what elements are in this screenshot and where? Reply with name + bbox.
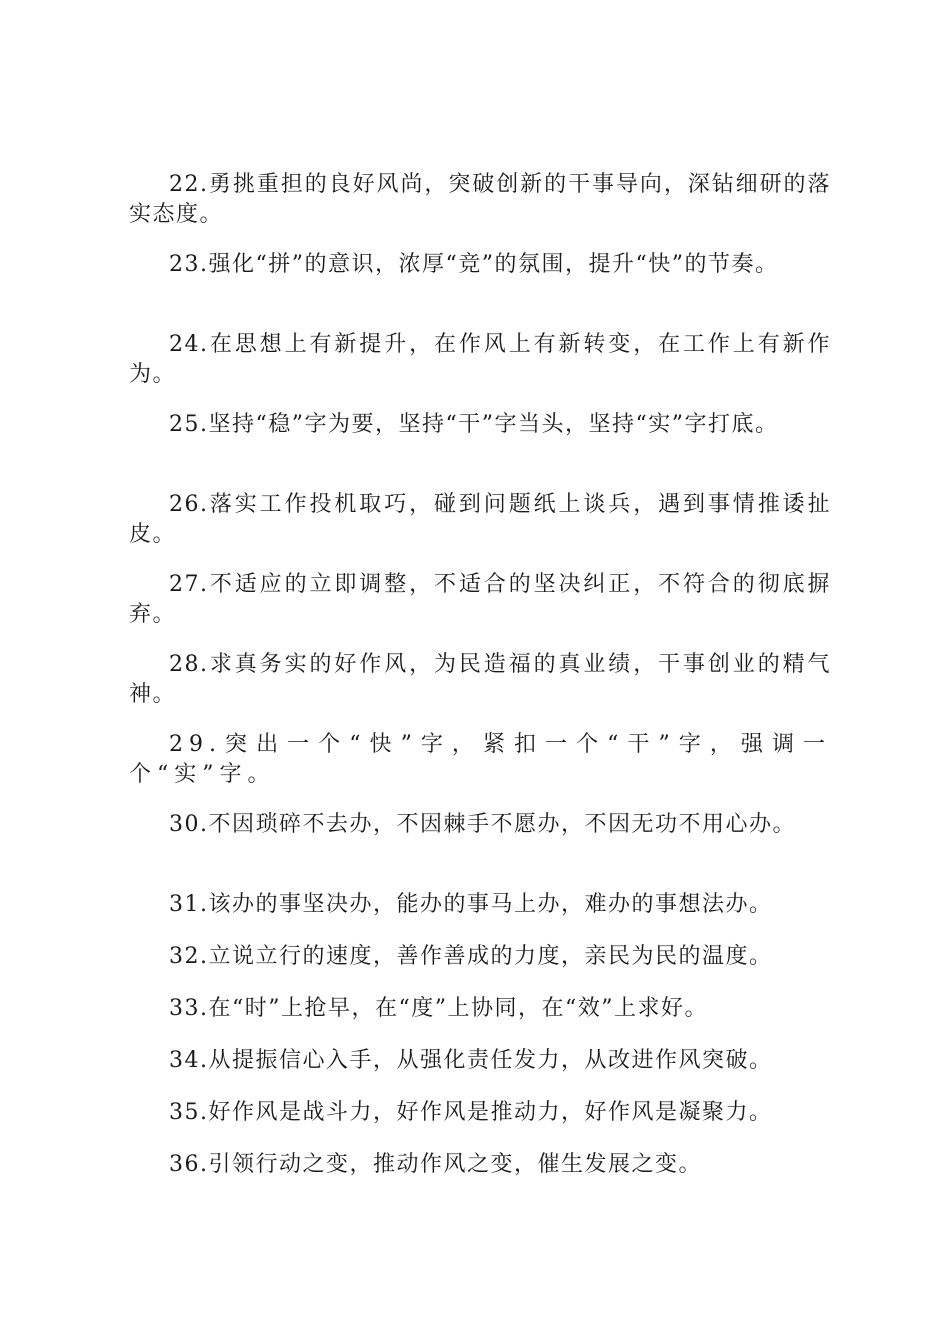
list-item-30: 30.不因琐碎不去办，不因棘手不愿办，不因无功不用心办。 [169,812,796,837]
list-item-27: 27.不适应的立即调整，不适合的坚决纠正，不符合的彻底摒弃。 [129,572,831,627]
list-item-28: 28.求真务实的好作风，为民造福的真业绩，干事创业的精气神。 [129,652,831,707]
list-item-25: 25.坚持“稳”字为要，坚持“干”字当头，坚持“实”字打底。 [169,412,779,437]
list-item-31: 31.该办的事坚决办，能办的事马上办，难办的事想法办。 [169,892,773,917]
list-item-22: 22.勇挑重担的良好风尚，突破创新的干事导向，深钻细研的落实态度。 [129,172,831,227]
list-item-33: 33.在“时”上抢早，在“度”上协同，在“效”上求好。 [169,996,708,1021]
document-body [129,170,831,1202]
list-item-29: 29.突出一个“快”字，紧扣一个“干”字，强调一个“实”字。 [129,732,831,787]
list-item-34: 34.从提振信心入手，从强化责任发力，从改进作风突破。 [169,1048,773,1073]
list-item-35: 35.好作风是战斗力，好作风是推动力，好作风是凝聚力。 [169,1100,773,1125]
list-item-23: 23.强化“拼”的意识，浓厚“竞”的氛围，提升“快”的节奏。 [169,252,779,277]
list-item-36: 36.引领行动之变，推动作风之变，催生发展之变。 [169,1152,702,1177]
list-item-26: 26.落实工作投机取巧，碰到问题纸上谈兵，遇到事情推诿扯皮。 [129,492,831,547]
list-item-24: 24.在思想上有新提升，在作风上有新转变，在工作上有新作为。 [129,332,831,387]
list-item-32: 32.立说立行的速度，善作善成的力度，亲民为民的温度。 [169,944,773,969]
